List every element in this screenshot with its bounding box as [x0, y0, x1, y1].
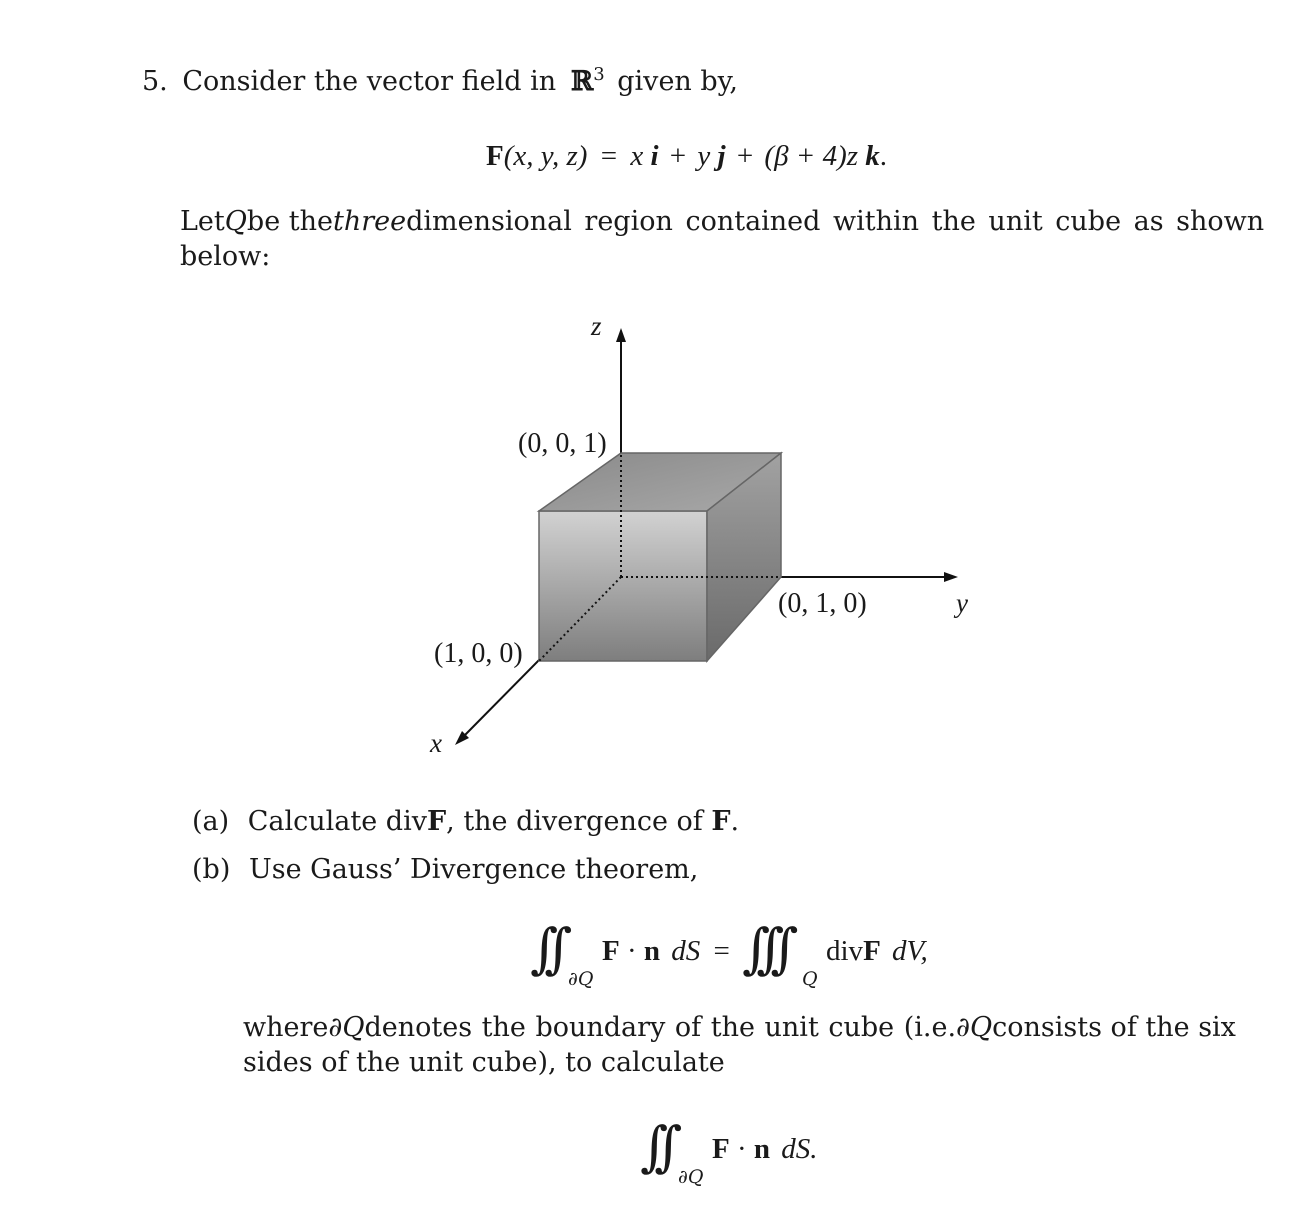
field-plus-1: + [669, 140, 687, 172]
axis-label-z: z [591, 311, 602, 341]
part-a-F: F [426, 806, 447, 837]
field-eq-sign: = [600, 140, 618, 172]
where-dQ-2: ∂Q [956, 1012, 993, 1043]
gauss-lhs-integrand [602, 935, 730, 968]
where-text-b: denotes the boundary of the unit cube (i.e. [364, 1012, 957, 1043]
final-subscript: ∂Q [678, 1166, 704, 1188]
problem-number: 5. [142, 66, 168, 97]
final-dot: · [736, 1133, 747, 1165]
point-label-001: (0, 0, 1) [518, 428, 607, 459]
final-F: F [712, 1133, 730, 1165]
gauss-lhs-subscript: ∂Q [568, 968, 594, 990]
region-Q: Q [224, 206, 247, 237]
axis-label-y: y [956, 588, 968, 618]
part-a-text-2: , the divergence of [446, 806, 703, 837]
field-j: j [717, 140, 726, 172]
problem-intro-end: given by, [617, 66, 738, 97]
where-dQ: ∂Q [328, 1012, 365, 1043]
part-b-text: Use Gauss’ Divergence theorem, [248, 854, 699, 885]
part-a-text-1: Calculate div [247, 806, 427, 837]
region-rest: dimensional region contained within the unit cube as shown [406, 206, 1265, 237]
part-b [192, 853, 698, 887]
gauss-dS: dS [671, 935, 701, 967]
cube-front-face [539, 511, 707, 661]
part-a-F2: F [711, 806, 731, 837]
final-equation [640, 1115, 840, 1190]
axis-label-x: x [430, 728, 442, 758]
final-dS: dS. [781, 1133, 818, 1165]
gauss-rhs-integrand [826, 935, 928, 968]
gauss-double-integral: ∫∫ [530, 917, 559, 980]
gauss-rhs-subscript: Q [802, 968, 818, 990]
gauss-dV: dV, [892, 935, 928, 967]
region-be-the: be the [246, 206, 333, 237]
part-a-label: (a) [192, 806, 230, 837]
where-text-c: consists of the six [992, 1012, 1236, 1043]
gauss-F: F [602, 935, 620, 967]
field-F: F [486, 140, 504, 172]
final-n: n [753, 1133, 771, 1165]
final-integrand [712, 1133, 818, 1166]
gauss-div: div [826, 935, 864, 967]
z-axis-arrow [616, 328, 626, 342]
gauss-dot: · [626, 935, 637, 967]
part-a [192, 805, 739, 839]
point-label-100: (1, 0, 0) [434, 638, 523, 669]
where-line-1 [243, 1011, 1236, 1045]
field-args: (x, y, z) [503, 140, 588, 172]
space-symbol: ℝ [570, 66, 594, 97]
field-x: x [630, 140, 644, 172]
region-three: three [332, 206, 407, 237]
final-double-integral: ∫∫ [640, 1115, 669, 1178]
part-b-label: (b) [192, 854, 231, 885]
y-axis-arrow [944, 572, 958, 582]
point-label-010: (0, 1, 0) [778, 588, 867, 619]
part-a-end: . [730, 806, 740, 837]
gauss-F2: F [863, 935, 881, 967]
field-i: i [650, 140, 659, 172]
field-k: k [865, 140, 880, 172]
space-exponent: 3 [593, 64, 605, 85]
field-period: . [879, 140, 888, 172]
region-line-2: below: [180, 241, 271, 272]
field-plus-2: + [736, 140, 754, 172]
gauss-n: n [643, 935, 661, 967]
gauss-eq-sign: = [713, 935, 730, 967]
where-text-a: where [243, 1012, 329, 1043]
field-coef: (β + 4)z [764, 140, 859, 172]
region-let: Let [180, 206, 225, 237]
problem-intro: Consider the vector field in [182, 66, 557, 97]
where-line-2: sides of the unit cube), to calculate [243, 1047, 725, 1078]
gauss-triple-integral: ∫∫∫ [742, 917, 785, 980]
field-y: y [697, 140, 711, 172]
